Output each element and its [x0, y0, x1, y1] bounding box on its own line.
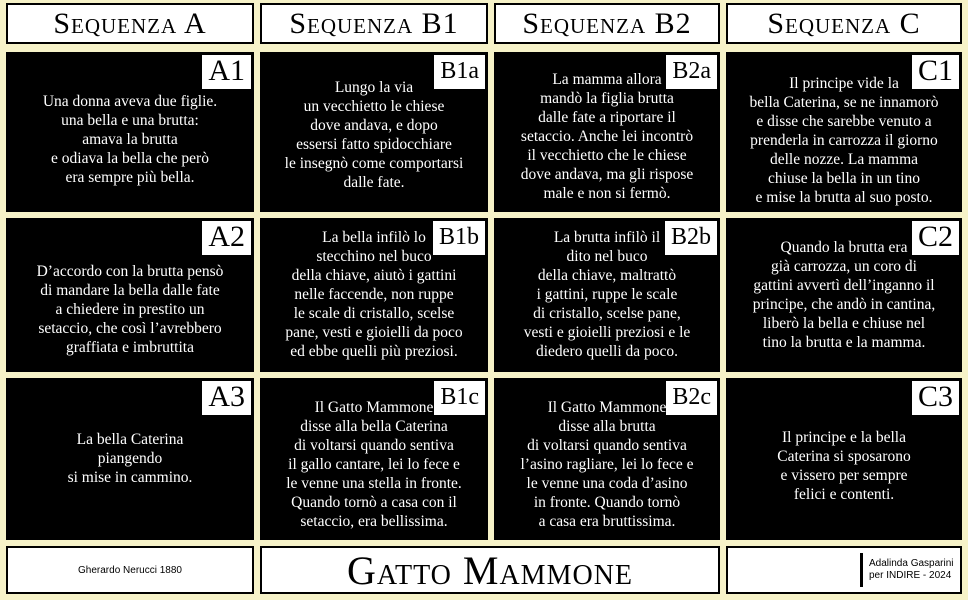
card-text: Una donna aveva due figlie. una bella e una brutta: amava la brutta e odiava la bella che però era sempre più bella. — [42, 93, 218, 186]
card-c2 — [726, 218, 962, 372]
card-c1 — [726, 52, 962, 212]
card-a1 — [6, 52, 254, 212]
card-b2a — [494, 52, 720, 212]
card-text: Lungo la via un vecchietto le chiese dove andava, e dopo essersi fatto spidocchiare le insegnò come comportarsi dalle fate. — [284, 79, 464, 191]
footer-author — [6, 546, 254, 594]
card-b2c — [494, 378, 720, 540]
card-text: La bella Caterina piangendo si mise in cammino. — [67, 431, 193, 486]
card-code: C3 — [912, 381, 959, 415]
card-text: La brutta infilò il dito nel buco della chiave, maltrattò i gattini, ruppe le scale di cristallo, scelse pane, vesti e gioielli preziosi e le diedero quelli da poco. — [523, 229, 691, 360]
card-text: Il Gatto Mammone disse alla brutta di voltarsi quando sentiva l’asino ragliare, lei lo fece e le venne una coda d’asino in fronte. Quando tornò a casa era bruttissima. — [520, 399, 694, 530]
credit-lines — [869, 558, 954, 582]
card-b1c — [260, 378, 488, 540]
page-title: Gatto Mammone — [346, 547, 634, 593]
card-code: B1b — [433, 221, 485, 255]
card-a2 — [6, 218, 254, 372]
card-b1b — [260, 218, 488, 372]
card-code: C1 — [912, 55, 959, 89]
header-sequenza-b1: Sequenza B1 — [260, 3, 488, 44]
header-sequenza-b2: Sequenza B2 — [494, 3, 720, 44]
credit-divider — [860, 553, 863, 587]
card-text: Il principe e la bella Caterina si sposarono e vissero per sempre felici e contenti. — [777, 429, 911, 503]
card-c3 — [726, 378, 962, 540]
header-sequenza-c: Sequenza C — [726, 3, 962, 44]
card-text: Il principe vide la bella Caterina, se ne innamorò e disse che sarebbe venuto a prenderla in carrozza il giorno delle nozze. La mamma chiuse la bella in un tino e mise la brutta al suo posto. — [749, 75, 939, 206]
credit-org: per INDIRE - 2024 — [869, 570, 952, 581]
card-text: La bella infilò lo stecchino nel buco della chiave, aiutò i gattini nelle faccende, non ruppe le scale di cristallo, scelse pane, vesti e gioielli da poco ed ebbe quelli più preziosi. — [285, 229, 463, 360]
header-sequenza-a: Sequenza A — [6, 3, 254, 44]
card-code: A3 — [202, 381, 251, 415]
card-b2b — [494, 218, 720, 372]
card-a3 — [6, 378, 254, 540]
card-text: D’accordo con la brutta pensò di mandare la bella dalle fate a chiedere in prestito un setaccio, che così l’avrebbero graffiata e imbruttita — [36, 263, 224, 356]
footer-title-box — [260, 546, 720, 594]
card-code: C2 — [912, 221, 959, 255]
card-b1a — [260, 52, 488, 212]
card-code: B1a — [434, 55, 485, 89]
card-code: A1 — [202, 55, 251, 89]
card-code: A2 — [202, 221, 251, 255]
author-text: Gherardo Nerucci 1880 — [78, 564, 182, 576]
card-code: B1c — [434, 381, 485, 415]
card-text: Il Gatto Mammone disse alla bella Caterina di voltarsi quando sentiva il gallo cantare, lei lo fece e le venne una stella in fronte. Quando tornò a casa con il setaccio, era bellissima. — [286, 399, 462, 530]
credit-name: Adalinda Gasparini — [869, 558, 954, 569]
card-code: B2c — [666, 381, 717, 415]
card-text: Quando la brutta era già carrozza, un coro di gattini avvertì dell’inganno il principe, che andò in cantina, liberò la bella e chiuse nel tino la brutta e la mamma. — [752, 239, 936, 351]
footer-credit — [726, 546, 962, 594]
card-text: La mamma allora mandò la figlia brutta dalle fate a riportare il setaccio. Anche lei incontrò il vecchietto che le chiese dove andava, ma gli rispose male e non si fermò. — [520, 71, 694, 202]
card-code: B2a — [666, 55, 717, 89]
card-code: B2b — [665, 221, 717, 255]
